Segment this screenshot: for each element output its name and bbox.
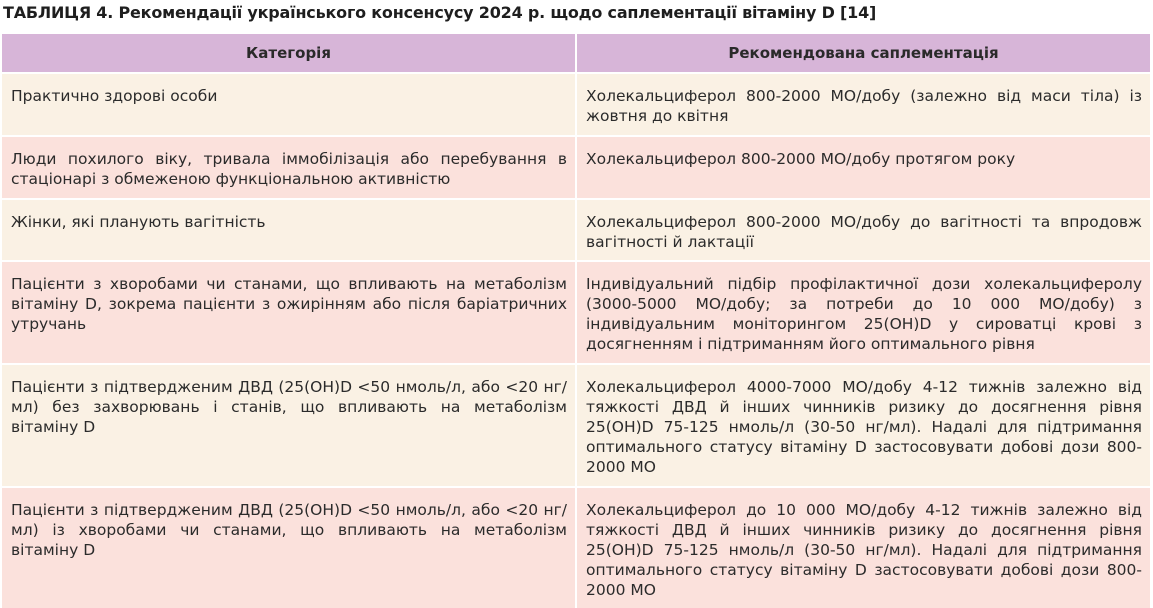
recommendation-cell: Холекальциферол 800-2000 МО/добу протягом року xyxy=(576,136,1150,199)
recommendation-cell: Холекальциферол 4000-7000 МО/добу 4-12 тижнів залежно від тяжкості ДВД й інших чинників ризику до досягнення рівня 25(OH)D 75-125 нмоль/л (30-50 нг/мл). Надалі для підтримання оптимального статусу вітаміну D застосовувати добові дози 800-2000 МО xyxy=(576,364,1150,487)
table-row xyxy=(2,73,1150,136)
category-cell: Практично здорові особи xyxy=(2,73,576,136)
recommendation-cell: Індивідуальний підбір профілактичної дози холекальциферолу (3000-5000 МО/добу; за потреби до 10 000 МО/добу) з індивідуальним моніторингом 25(OH)D у сироватці крові з досягненням і підтриманням його оптимального рівня xyxy=(576,261,1150,364)
table-row xyxy=(2,199,1150,261)
recommendation-cell: Холекальциферол 800-2000 МО/добу (залежно від маси тіла) із жовтня до квітня xyxy=(576,73,1150,136)
recommendations-table xyxy=(2,34,1150,608)
table-row xyxy=(2,364,1150,487)
recommendation-cell: Холекальциферол 800-2000 МО/добу до вагітності та впродовж вагітності й лактації xyxy=(576,199,1150,261)
column-header-category: Категорія xyxy=(2,34,576,73)
column-header-recommendation: Рекомендована саплементація xyxy=(576,34,1150,73)
table-caption: ТАБЛИЦЯ 4. Рекомендації українського консенсусу 2024 р. щодо саплементації вітаміну D [14] xyxy=(3,3,877,22)
category-cell: Пацієнти з хворобами чи станами, що впливають на метаболізм вітаміну D, зокрема пацієнти з ожирінням або після баріатричних утручань xyxy=(2,261,576,364)
category-cell: Пацієнти з підтвердженим ДВД (25(OH)D <50 нмоль/л, або <20 нг/мл) без захворювань і станів, що впливають на метаболізм вітаміну D xyxy=(2,364,576,487)
table-row xyxy=(2,136,1150,199)
category-cell: Пацієнти з підтвердженим ДВД (25(OH)D <50 нмоль/л, або <20 нг/мл) із хворобами чи станами, що впливають на метаболізм вітаміну D xyxy=(2,487,576,608)
category-cell: Жінки, які планують вагітність xyxy=(2,199,576,261)
category-cell: Люди похилого віку, тривала іммобілізація або перебування в стаціонарі з обмеженою функціональною активністю xyxy=(2,136,576,199)
table-header-row xyxy=(2,34,1150,73)
recommendation-cell: Холекальциферол до 10 000 МО/добу 4-12 тижнів залежно від тяжкості ДВД й інших чинників ризику до досягнення рівня 25(OH)D 75-125 нмоль/л (30-50 нг/мл). Надалі для підтримання оптимального статусу вітаміну D застосовувати добові дози 800-2000 МО xyxy=(576,487,1150,608)
table-row xyxy=(2,261,1150,364)
table-row xyxy=(2,487,1150,608)
